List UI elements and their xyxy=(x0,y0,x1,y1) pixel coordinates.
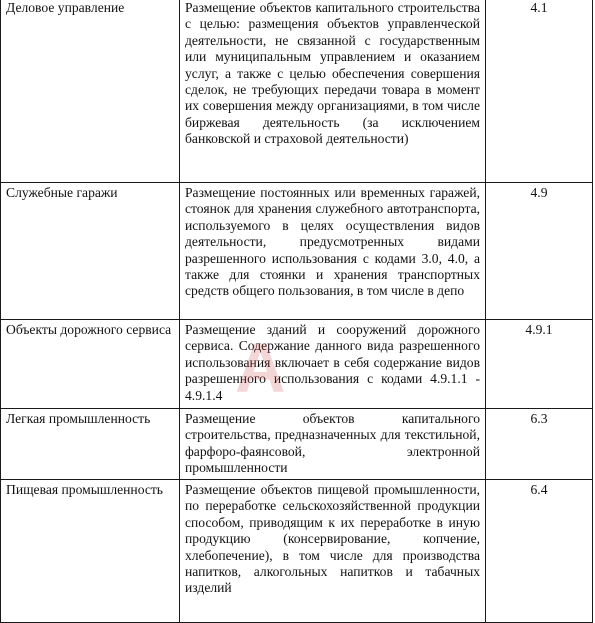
use-description-cell: Размещение объектов капитального строительства, предназначенных для текстильной, фарфоро-фаянсовой, электронной промышленности xyxy=(180,409,486,480)
use-name-cell: Объекты дорожного сервиса xyxy=(1,320,180,409)
table-row xyxy=(1,320,593,409)
table-row xyxy=(1,480,593,623)
use-description-cell: Размещение объектов капитального строительства с целью: размещения объектов управленческой деятельности, не связанной с государственным или муниципальным управлением и оказанием услуг, а также с целью обеспечения совершения сделок, не требующих передачи товара в момент их совершения между организациями, в том числе биржевая деятельность (за исключением банковской и страховой деятельности) xyxy=(180,0,486,183)
use-code-cell: 6.3 xyxy=(486,409,593,480)
use-code-cell: 4.1 xyxy=(486,0,593,183)
use-description-cell: Размещение зданий и сооружений дорожного сервиса. Содержание данного вида разрешенного использования включает в себя содержание видов разрешенного использования с кодами 4.9.1.1 - 4.9.1.4 xyxy=(180,320,486,409)
use-name-cell: Деловое управление xyxy=(1,0,180,183)
use-code-cell: 4.9.1 xyxy=(486,320,593,409)
use-description-cell: Размещение постоянных или временных гаражей, стоянок для хранения служебного автотранспорта, используемого в целях осуществления видов деятельности, предусмотренных видами разрешенного использования с кодами 3.0, 4.0, а также для стоянки и хранения транспортных средств общего пользования, в том числе в депо xyxy=(180,183,486,320)
table-row xyxy=(1,409,593,480)
table-row xyxy=(1,183,593,320)
use-code-cell: 4.9 xyxy=(486,183,593,320)
use-name-cell: Пищевая промышленность xyxy=(1,480,180,623)
use-code-cell: 6.4 xyxy=(486,480,593,623)
use-description-cell: Размещение объектов пищевой промышленности, по переработке сельскохозяйственной продукции способом, приводящим к их переработке в иную продукцию (консервирование, копчение, хлебопечение), в том числе для производства напитков, алкогольных напитков и табачных изделий xyxy=(180,480,486,623)
watermark-logo: А xyxy=(235,329,288,407)
use-name-cell: Легкая промышленность xyxy=(1,409,180,480)
table-row xyxy=(1,0,593,183)
use-name-cell: Служебные гаражи xyxy=(1,183,180,320)
